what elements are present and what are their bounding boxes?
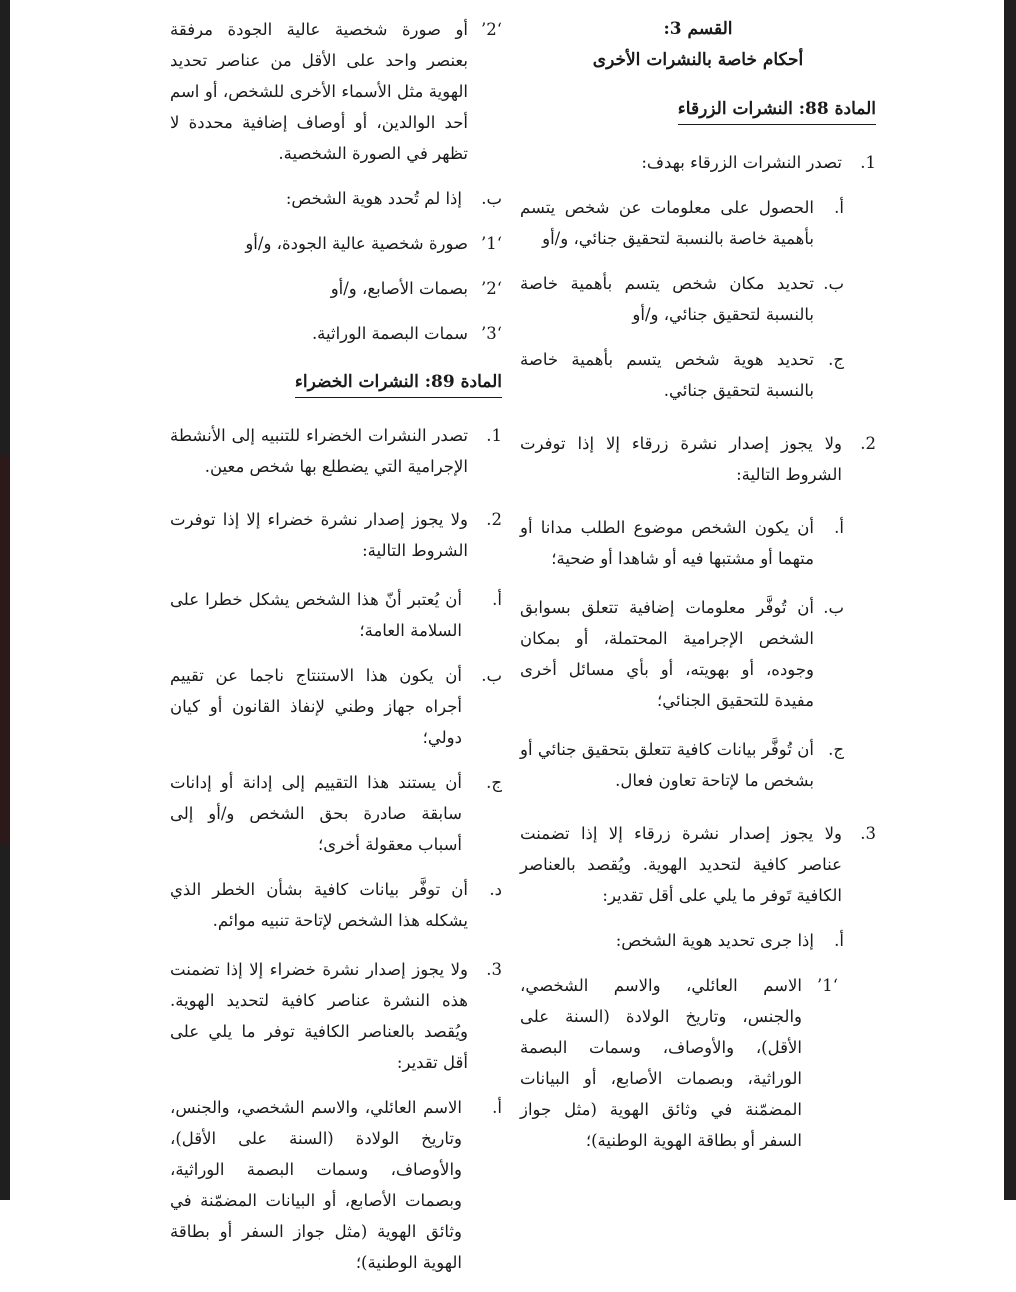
paragraph-89-2d (170, 874, 502, 936)
section-number: القسم 3: (663, 19, 733, 39)
paragraph-number: 3. (860, 824, 876, 843)
paragraph-number: أ. (492, 1098, 502, 1117)
paragraph-number: ج. (828, 350, 844, 369)
paragraph-number: ج. (486, 773, 502, 792)
paragraph-text: تصدر النشرات الخضراء للتنبيه إلى الأنشطة الإجرامية التي يضطلع بها شخص معين. (170, 426, 468, 476)
paragraph-text: الاسم العائلي، والاسم الشخصي، والجنس، وتاريخ الولادة (السنة على الأقل)، والأوصاف، وسمات البصمة الوراثية، وبصمات الأصابع، أو البيانات المضمّنة في وثائق الهوية (مثل جواز السفر أو بطاقة الهوية الوطنية)؛ (520, 976, 802, 1150)
paragraph-88-1b (520, 268, 844, 330)
document-page (10, 0, 1004, 1272)
paragraph-number: د. (489, 880, 502, 899)
paragraph-88-1a (520, 192, 844, 254)
paragraph-89-2 (170, 504, 502, 566)
paragraph-text: ولا يجوز إصدار نشرة زرقاء إلا إذا تضمنت عناصر كافية لتحديد الهوية. ويُقصد بالعناصر الكافية تَوفر ما يلي على أقل تقدير: (520, 824, 842, 905)
paragraph-number: ‘1’ (817, 976, 838, 995)
paragraph-number: أ. (834, 198, 844, 217)
paragraph-text: صورة شخصية عالية الجودة، و/أو (245, 234, 468, 253)
paragraph-89-1 (170, 420, 502, 482)
paragraph-text: الاسم العائلي، والاسم الشخصي، والجنس، وتاريخ الولادة (السنة على الأقل)، والأوصاف، وسمات البصمة الوراثية، وبصمات الأصابع، أو البيانات المضمّنة في وثائق الهوية (مثل جواز السفر أو بطاقة الهوية الوطنية)؛ (170, 1098, 462, 1272)
paragraph-number: 2. (860, 434, 876, 453)
paragraph-88-2 (520, 428, 876, 490)
paragraph-text: ولا يجوز إصدار نشرة خضراء إلا إذا تضمنت هذه النشرة عناصر كافية لتحديد الهوية. ويُقصد بالعناصر الكافية توفر ما يلي على أقل تقدير: (170, 960, 468, 1072)
paragraph-89-2b (170, 660, 502, 753)
section-title: أحكام خاصة بالنشرات الأخرى (592, 50, 804, 70)
paragraph-88-2b (520, 592, 844, 716)
paragraph-number: ج. (828, 740, 844, 759)
right-column (520, 14, 876, 1170)
paragraph-88-3b-1 (170, 228, 502, 259)
paragraph-number: 1. (486, 426, 502, 445)
paragraph-text: تحديد مكان شخص يتسم بأهمية خاصة بالنسبة لتحقيق جنائي، و/أو (520, 274, 814, 324)
paragraph-text: أن يُعتبر أنّ هذا الشخص يشكل خطرا على السلامة العامة؛ (170, 590, 462, 640)
paragraph-88-3b (170, 183, 502, 214)
paragraph-number: ب. (481, 666, 502, 685)
paragraph-number: ‘3’ (481, 324, 502, 343)
paragraph-text: أن يكون الشخص موضوع الطلب مدانا أو متهما أو مشتبها فيه أو شاهدا أو ضحية؛ (520, 518, 814, 568)
paragraph-text: ولا يجوز إصدار نشرة خضراء إلا إذا توفرت الشروط التالية: (170, 510, 468, 560)
paragraph-text: إذا لم تُحدد هوية الشخص: (285, 189, 462, 208)
article-88-heading: المادة 88: النشرات الزرقاء (678, 94, 876, 125)
paragraph-text: أن يستند هذا التقييم إلى إدانة أو إدانات سابقة صادرة بحق الشخص و/أو إلى أسباب معقولة أخرى؛ (170, 773, 462, 854)
paragraph-number: ‘1’ (481, 234, 502, 253)
paragraph-text: أو صورة شخصية عالية الجودة مرفقة بعنصر واحد على الأقل من عناصر تحديد الهوية مثل الأسماء الأخرى للشخص، أو اسم أحد الوالدين، أو أوصاف إضافية محددة لا تظهر في الصورة الشخصية. (170, 20, 468, 163)
paragraph-number: 3. (486, 960, 502, 979)
paragraph-text: أن تُوفَّر بيانات كافية تتعلق بتحقيق جنائي أو بشخص ما لإتاحة تعاون فعال. (520, 740, 814, 790)
paragraph-88-3a (520, 925, 844, 956)
paragraph-number: ‘2’ (481, 279, 502, 298)
left-column (170, 14, 502, 1292)
paragraph-text: تصدر النشرات الزرقاء بهدف: (641, 153, 842, 172)
paragraph-text: سمات البصمة الوراثية. (311, 324, 468, 343)
paragraph-text: الحصول على معلومات عن شخص يتسم بأهمية خاصة بالنسبة لتحقيق جنائي، و/أو (520, 198, 814, 248)
paragraph-text: أن توفَّر بيانات كافية بشأن الخطر الذي يشكله هذا الشخص لإتاحة تنبيه موائم. (170, 880, 468, 930)
paragraph-text: أن يكون هذا الاستنتاج ناجما عن تقييم أجراه جهاز وطني لإنفاذ القانون أو كيان دولي؛ (170, 666, 462, 747)
paragraph-89-3 (170, 954, 502, 1078)
paragraph-89-3a (170, 1092, 502, 1278)
left-window-shadow (0, 455, 10, 843)
paragraph-number: ‘2’ (481, 20, 502, 39)
right-window-border (1004, 0, 1016, 1200)
paragraph-88-2a (520, 512, 844, 574)
paragraph-text: تحديد هوية شخص يتسم بأهمية خاصة بالنسبة لتحقيق جنائي. (520, 350, 814, 400)
paragraph-88-3a-2 (170, 14, 502, 169)
paragraph-text: ولا يجوز إصدار نشرة زرقاء إلا إذا توفرت الشروط التالية: (520, 434, 842, 484)
paragraph-text: بصمات الأصابع، و/أو (330, 279, 468, 298)
paragraph-89-2c (170, 767, 502, 860)
paragraph-88-1c (520, 344, 844, 406)
paragraph-88-2c (520, 734, 844, 796)
paragraph-text: أن تُوفَّر معلومات إضافية تتعلق بسوابق الشخص الإجرامية المحتملة، أو بمكان وجوده، أو بهويته، أو بأي مسائل أخرى مفيدة للتحقيق الجنائي؛ (520, 598, 814, 710)
paragraph-89-2a (170, 584, 502, 646)
paragraph-number: أ. (834, 931, 844, 950)
paragraph-number: ب. (823, 598, 844, 617)
paragraph-88-3b-2 (170, 273, 502, 304)
paragraph-number: ب. (481, 189, 502, 208)
paragraph-number: 2. (486, 510, 502, 529)
paragraph-number: أ. (492, 590, 502, 609)
section-header (520, 14, 876, 76)
paragraph-88-3b-3 (170, 318, 502, 349)
paragraph-88-3a-1 (520, 970, 838, 1156)
paragraph-number: ب. (823, 274, 844, 293)
paragraph-number: أ. (834, 518, 844, 537)
article-89-heading: المادة 89: النشرات الخضراء (295, 367, 502, 398)
paragraph-88-3 (520, 818, 876, 911)
paragraph-88-1 (520, 147, 876, 178)
paragraph-text: إذا جرى تحديد هوية الشخص: (615, 931, 814, 950)
paragraph-number: 1. (860, 153, 876, 172)
